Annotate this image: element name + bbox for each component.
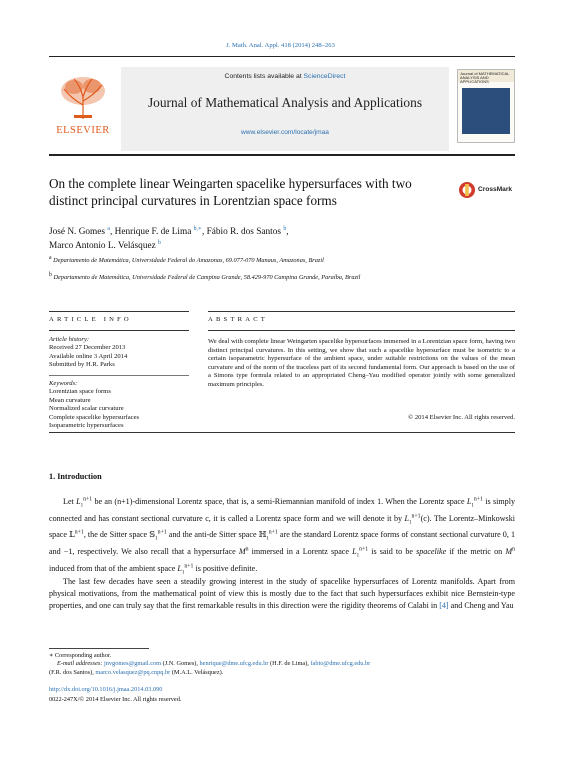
abstract-rule-top <box>208 311 515 312</box>
intro-paragraph-2 <box>49 576 515 612</box>
author-affil-mark[interactable]: b <box>158 239 161 246</box>
emphasis: spacelike <box>416 547 447 557</box>
keywords <box>49 380 189 430</box>
header-rule-thick <box>49 154 515 156</box>
footnote-rule <box>49 648 149 649</box>
affiliation-text: Departamento de Matemática, Universidade Federal do Amazonas, 69.077-070 Manaus, Amazonas, Brazil <box>53 257 324 264</box>
text-run: is positive definite. <box>193 563 258 573</box>
corresponding-author-note: ∗ Corresponding author. <box>49 652 112 659</box>
sciencedirect-link[interactable]: ScienceDirect <box>303 73 346 80</box>
text-run: (F.R. dos Santos), <box>49 669 96 676</box>
abstract-heading: ABSTRACT <box>208 316 269 323</box>
text-run: Let <box>63 497 77 506</box>
journal-url-link[interactable]: www.elsevier.com/locate/jmaa <box>241 129 329 136</box>
keywords-label: Keywords: <box>49 380 78 387</box>
article-title: On the complete linear Weingarten spacelike hypersurfaces with two distinct principal curvatures in Lorentzian space forms <box>49 176 412 208</box>
abstract-rule-bottom <box>49 432 515 433</box>
author-name: Fábio R. dos Santos <box>206 227 281 237</box>
author-name: Henrique F. de Lima <box>114 227 192 237</box>
text-run: and the anti-de Sitter space <box>166 530 259 540</box>
abstract-text: We deal with complete linear Weingarten spacelike hypersurfaces immersed in a Lorentzian space form, having two distinct principal curvatures. In this setting, we show that such a spacelike hypersurface must be isometric to a certain isoparametric hypersurface of the ambient space, under suitable restrictions on the values of the mean curvature and of the norm of the traceless part of its second fundamental form. Our approach is based on the use of a Simons type formula related to an appropriated Cheng–Yau modified operator jointly with some generalized maximum principles. <box>208 338 515 388</box>
text-run: (H.F. de Lima), <box>268 660 311 667</box>
doi-link[interactable]: http://dx.doi.org/10.1016/j.jmaa.2014.03.090 <box>49 686 163 693</box>
available-prefix: Contents lists available at <box>224 73 304 80</box>
affil-mark: b <box>49 271 52 278</box>
affiliation-text: Departamento de Matemática, Universidade Federal de Campina Grande, 58.429-970 Campina Grande, Paraíba, Brazil <box>53 274 361 281</box>
email-label: E-mail addresses: <box>57 660 104 667</box>
info-rule-top <box>49 311 189 312</box>
email-link[interactable]: marco.velasquez@pq.cnpq.br <box>95 669 171 676</box>
issn-copyright: 0022-247X/© 2014 Elsevier Inc. All rights reserved. <box>49 696 182 703</box>
text-run: (M.A.L. Velásquez). <box>170 669 224 676</box>
text-run: is simply connected and has constant sectional curvature c, it is called a Lorentz space form and we will denote it by <box>49 497 516 523</box>
reference-link[interactable]: [4] <box>439 601 449 611</box>
history-item: Available online 3 April 2014 <box>49 352 128 360</box>
section-heading-introduction: 1. Introduction <box>49 472 102 481</box>
affil-mark: a <box>49 254 52 261</box>
journal-citation[interactable]: J. Math. Anal. Appl. 418 (2014) 248–263 <box>226 42 335 49</box>
text-run: (c). The Lorentz–Minkowski space <box>49 513 515 540</box>
text-run: be an (n+1)-dimensional Lorentz space, that is, a semi-Riemannian manifold of index 1. When the Lorentz space <box>92 497 467 506</box>
text-run: (J.N. Gomes), <box>161 660 200 667</box>
email-addresses-cont <box>49 669 515 677</box>
author-affil-mark[interactable]: a <box>107 225 110 232</box>
info-rule-mid <box>49 330 189 331</box>
crossmark-label[interactable]: CrossMark <box>478 186 513 193</box>
abstract-copyright: © 2014 Elsevier Inc. All rights reserved. <box>408 414 515 421</box>
email-link[interactable]: fabio@dme.ufcg.edu.br <box>310 660 371 667</box>
keyword-item: Complete spacelike hypersurfaces <box>49 413 140 421</box>
author-list: José N. Gomes $^a$, Henrique F. de Lima $^{b,∗}$, Fábio R. dos Santos $^b$, Marco Antonio L. Velásquez $^b$ <box>49 225 289 251</box>
history-item: Submitted by H.R. Parks <box>49 361 115 369</box>
abstract-rule-mid <box>208 330 515 331</box>
header-rule <box>49 56 515 57</box>
email-link[interactable]: jnvgomes@gmail.com <box>104 660 162 667</box>
cover-text: Journal of MATHEMATICAL ANALYSIS AND APPLICATIONS <box>460 71 510 85</box>
history-label: Article history: <box>49 336 90 343</box>
keyword-item: Lorentzian space forms <box>49 388 111 396</box>
text-run: induced from that of the ambient space <box>49 563 178 573</box>
intro-paragraph-1: Let $L_1^{n+1}$ be an (n+1)-dimensional Lorentz space, that is, a semi-Riemannian manifold of index 1. When the Lorentz space $L_1^{n+1}$ is simply connected and has constant sectional curvature c, it is called a Lorentz space form and we will denote it by $L_1^{n+1}(c)$. The Lorentz–Minkowski space 𝕃$^{n+1}$, the de Sitter space 𝕊$_1^{n+1}$ and the anti-de Sitter space ℍ$_1^{n+1}$ are the standard Lorentz space forms of constant sectional curvature 0, 1 and −1, respectively. We also recall that a hypersurface $M^n$ immersed in a Lorentz space $L_1^{n+1}$ is said to be spacelike if the metric on $M^n$ induced from that of the ambient space $L_1^{n+1}$ is positive definite. <box>49 496 516 576</box>
affiliation-a <box>49 254 515 265</box>
keyword-item: Normalized scalar curvature <box>49 405 124 413</box>
email-link[interactable]: henrique@dme.ufcg.edu.br <box>199 660 269 667</box>
keyword-item: Isoparametric hypersurfaces <box>49 422 124 430</box>
text-run: if the metric on <box>446 547 506 557</box>
journal-title: Journal of Mathematical Analysis and Applications <box>147 95 423 110</box>
article-info-heading: ARTICLE INFO <box>49 316 132 323</box>
text-run: is said to be <box>368 547 417 557</box>
elsevier-logo-text: ELSEVIER <box>56 125 110 136</box>
text-run: and Cheng and Yau <box>448 601 514 611</box>
journal-cover-image <box>457 69 515 143</box>
text-run: , the de Sitter space <box>83 530 150 540</box>
author-affil-mark[interactable]: b,∗ <box>193 225 202 232</box>
article-history <box>49 336 189 370</box>
keyword-item: Mean curvature <box>49 396 91 404</box>
text-run: are the standard Lorentz space forms of constant sectional curvature 0, 1 and −1, respectively. We also recall that a hypersurface <box>49 530 515 557</box>
affiliation-b <box>49 271 515 282</box>
text-run: The last few decades have seen a steadily growing interest in the study of spacelike hypersurfaces of Lorentz manifolds. Apart from physical motivations, from the mathematical point of view this is mostly due to the fact that such hypersurfaces exhibit nice Bernstein-type properties, and one can truly say that the first remarkable results in this direction were the rigidity theorems of Calabi in <box>49 577 515 611</box>
contents-available-line <box>121 73 449 80</box>
elsevier-tree-logo-icon <box>50 71 116 131</box>
author-name: José N. Gomes <box>49 227 106 237</box>
author-name: Marco Antonio L. Velásquez <box>49 241 156 251</box>
email-addresses <box>49 660 515 668</box>
text-run: immersed in a Lorentz space <box>248 547 353 557</box>
author-affil-mark[interactable]: b <box>283 225 287 232</box>
history-item: Received 27 December 2013 <box>49 344 126 352</box>
cover-art <box>462 88 510 134</box>
info-divider <box>49 375 189 376</box>
